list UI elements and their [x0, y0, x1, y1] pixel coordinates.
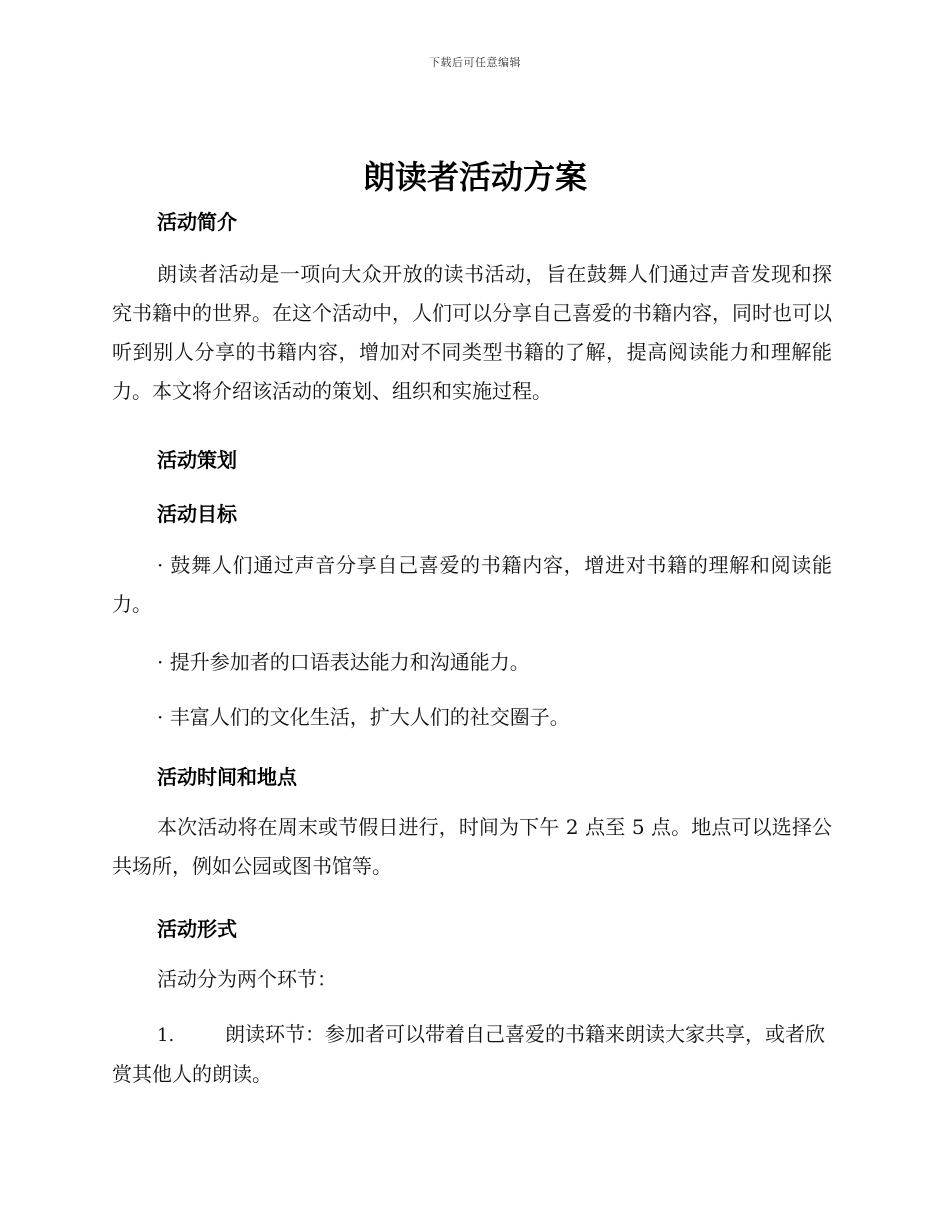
section-heading-planning: 活动策划 — [157, 448, 237, 472]
intro-paragraph: 朗读者活动是一项向大众开放的读书活动，旨在鼓舞人们通过声音发现和探究书籍中的世界。在这个活动中，人们可以分享自己喜爱的书籍内容，同时也可以听到别人分享的书籍内容，增加对不同类型书籍的了解，提高阅读能力和理解能力。本文将介绍该活动的策划、组织和实施过程。 — [112, 262, 832, 403]
section-heading-format: 活动形式 — [157, 917, 237, 941]
goal-item-2: · 提升参加者的口语表达能力和沟通能力。 — [157, 650, 530, 674]
section-heading-time-place: 活动时间和地点 — [157, 765, 297, 789]
header-note: 下载后可任意编辑 — [429, 56, 521, 69]
document-title: 朗读者活动方案 — [362, 158, 587, 196]
time-place-paragraph: 本次活动将在周末或节假日进行，时间为下午 2 点至 5 点。地点可以选择公共场所，例如公园或图书馆等。 — [112, 815, 832, 878]
section-heading-goals: 活动目标 — [157, 502, 237, 526]
goal-item-1: · 鼓舞人们通过声音分享自己喜爱的书籍内容，增进对书籍的理解和阅读能力。 — [112, 553, 832, 616]
format-step-1 — [112, 1015, 832, 1094]
goal-item-3: · 丰富人们的文化生活，扩大人们的社交圈子。 — [157, 705, 570, 729]
step-text: 朗读环节：参加者可以带着自己喜爱的书籍来朗读大家共享，或者欣赏其他人的朗读。 — [112, 1022, 825, 1086]
format-intro: 活动分为两个环节： — [157, 967, 337, 991]
section-heading-intro: 活动简介 — [157, 210, 237, 234]
step-number: 1. — [157, 1025, 175, 1046]
